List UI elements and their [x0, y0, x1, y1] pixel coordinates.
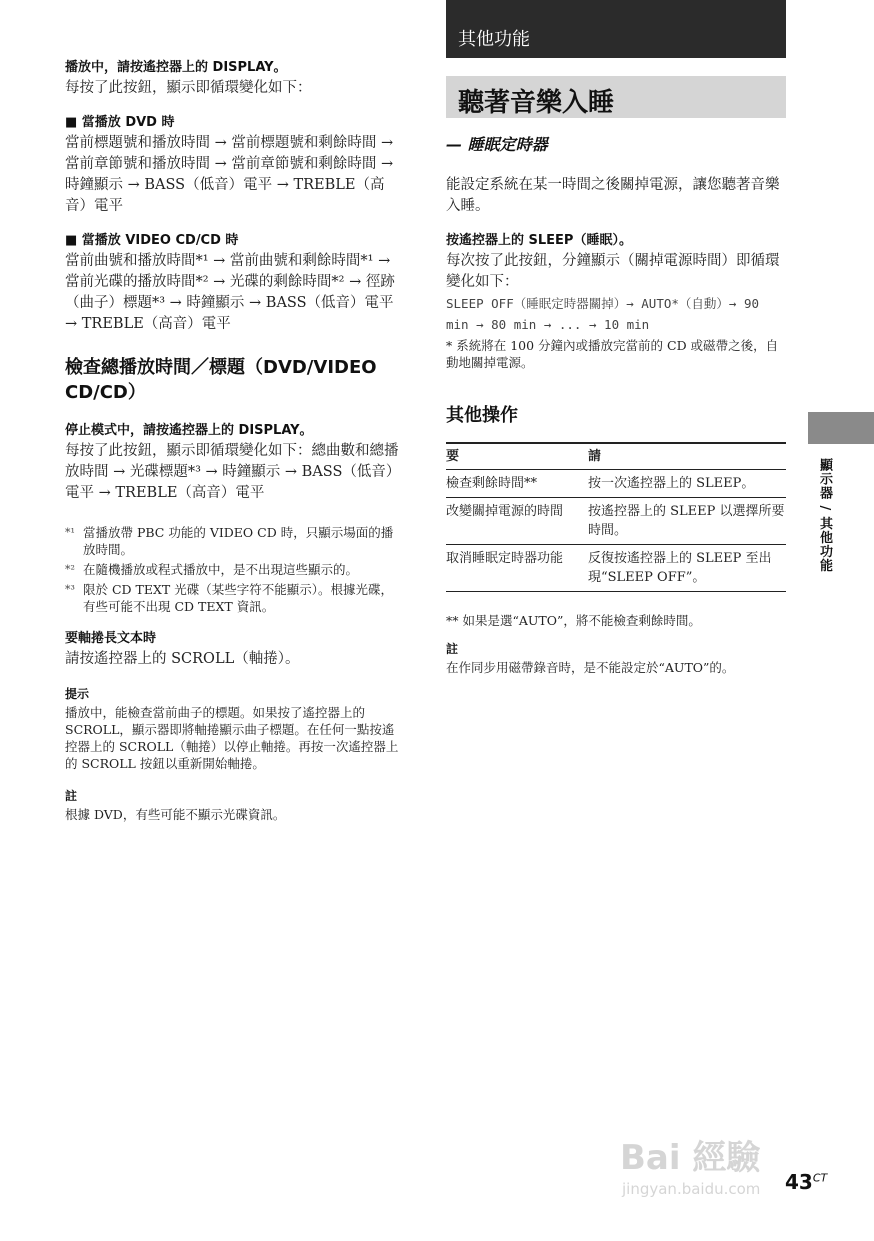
- table-cell: 反復按遙控器上的 SLEEP 至出現“SLEEP OFF”。: [588, 545, 786, 592]
- footnote-text: 限於 CD TEXT 光碟（某些字符不能顯示）。根據光碟，有些可能不出現 CD TEXT 資訊。: [83, 582, 393, 614]
- footnote-2: [65, 561, 405, 578]
- section-tab-label: 其他功能: [458, 29, 530, 50]
- sleep-cycle-intro: 每次按了此按鈕，分鐘顯示（關掉電源時間）即循環變化如下：: [446, 253, 780, 290]
- table-cell: 取消睡眠定時器功能: [446, 545, 588, 592]
- footnote-text: 當播放帶 PBC 功能的 VIDEO CD 時，只顯示場面的播放時間。: [83, 525, 394, 557]
- footnote-mark: *¹: [65, 526, 75, 539]
- table-cell: 按一次遙控器上的 SLEEP。: [588, 470, 786, 498]
- operations-table: [446, 442, 786, 592]
- note-heading: 註: [65, 789, 78, 803]
- tip-text: 播放中，能檢查當前曲子的標題。如果按了遙控器上的 SCROLL，顯示器即將軸捲顯示曲子標題。在任何一點按遙控器上的 SCROLL（軸捲）以停止軸捲。再按一次遙控器上的 SCROLL 按鈕以重新開始軸捲。: [65, 705, 399, 771]
- footnote-text: 在隨機播放或程式播放中，是不出現這些顯示的。: [83, 562, 359, 577]
- note-text: 根據 DVD，有些可能不顯示光碟資訊。: [65, 807, 286, 822]
- sleep-timer-subtitle: — 睡眠定時器: [446, 135, 548, 154]
- right-note-text: 在作同步用磁帶錄音時，是不能設定於“AUTO”的。: [446, 660, 735, 675]
- watermark-logo: Bai 經驗: [620, 1138, 761, 1178]
- scroll-text: 請按遙控器上的 SCROLL（軸捲）。: [65, 651, 300, 667]
- sleep-cycle: SLEEP OFF（睡眠定時器關掉）→ AUTO*（自動）→ 90 min → 80 min → ... → 10 min: [446, 296, 760, 332]
- table-header: 請: [588, 443, 786, 470]
- footnote-mark: *²: [65, 563, 75, 576]
- display-cycle-intro: 每按了此按鈕，顯示即循環變化如下：: [65, 80, 312, 96]
- page-number: [785, 1170, 827, 1194]
- baidu-watermark: [620, 1130, 800, 1210]
- side-section-label: 顯示器 / 其他功能: [817, 458, 832, 573]
- tip-heading: 提示: [65, 687, 90, 701]
- table-footnote: ** 如果是選“AUTO”，將不能檢查剩餘時間。: [446, 613, 701, 628]
- right-content: [446, 132, 786, 676]
- table-cell: 檢查剩餘時間**: [446, 470, 588, 498]
- stop-mode-instruction: 停止模式中，請按遙控器上的 DISPLAY。: [65, 423, 313, 438]
- page-title-box: [446, 76, 786, 118]
- watermark-url: jingyan.baidu.com: [622, 1180, 761, 1198]
- sleep-footnote: * 系統將在 100 分鐘內或播放完當前的 CD 或磁帶之後，自動地關掉電源。: [446, 338, 779, 370]
- display-instruction: 播放中，請按遙控器上的 DISPLAY。: [65, 60, 287, 75]
- dvd-cycle-text: 當前標題號和播放時間 → 當前標題號和剩餘時間 → 當前章節號和播放時間 → 當前章節號和剩餘時間 → 時鐘顯示 → BASS（低音）電平 → TREBLE（高音）電平: [65, 135, 394, 214]
- stop-mode-cycle: 每按了此按鈕，顯示即循環變化如下：總曲數和總播放時間 → 光碟標題*³ → 時鐘顯示 → BASS（低音）電平 → TREBLE（高音）電平: [65, 443, 401, 501]
- table-row: [446, 545, 786, 592]
- left-column: [65, 58, 405, 823]
- check-total-heading: 檢查總播放時間／標題（DVD/VIDEO CD/CD）: [65, 357, 377, 403]
- vcd-cycle-text: 當前曲號和播放時間*¹ → 當前曲號和剩餘時間*¹ → 當前光碟的播放時間*² → 光碟的剩餘時間*² → 徑跡（曲子）標題*³ → 時鐘顯示 → BASS（低音）電平 → TREBLE（高音）電平: [65, 253, 395, 332]
- sleep-intro: 能設定系統在某一時間之後關掉電源，讓您聽著音樂入睡。: [446, 177, 780, 214]
- table-row: [446, 498, 786, 545]
- table-header: 要: [446, 443, 588, 470]
- table-row: [446, 470, 786, 498]
- dvd-heading: ■ 當播放 DVD 時: [65, 115, 175, 130]
- right-note-heading: 註: [446, 642, 459, 656]
- scroll-heading: 要軸捲長文本時: [65, 631, 157, 646]
- page-title: 聽著音樂入睡: [458, 88, 615, 118]
- footnotes: [65, 524, 405, 615]
- table-header-row: [446, 443, 786, 470]
- side-index-tab: [808, 412, 874, 444]
- section-tab-header: [446, 0, 786, 58]
- page-number-value: 43: [785, 1170, 813, 1194]
- table-cell: 改變關掉電源的時間: [446, 498, 588, 545]
- other-operations-heading: 其他操作: [446, 405, 518, 426]
- sleep-instruction: 按遙控器上的 SLEEP（睡眠）。: [446, 233, 632, 248]
- page-number-suffix: CT: [812, 1171, 828, 1185]
- vcd-heading: ■ 當播放 VIDEO CD/CD 時: [65, 233, 239, 248]
- footnote-3: [65, 581, 405, 615]
- table-cell: 按遙控器上的 SLEEP 以選擇所要時間。: [588, 498, 786, 545]
- footnote-1: [65, 524, 405, 558]
- footnote-mark: *³: [65, 583, 75, 596]
